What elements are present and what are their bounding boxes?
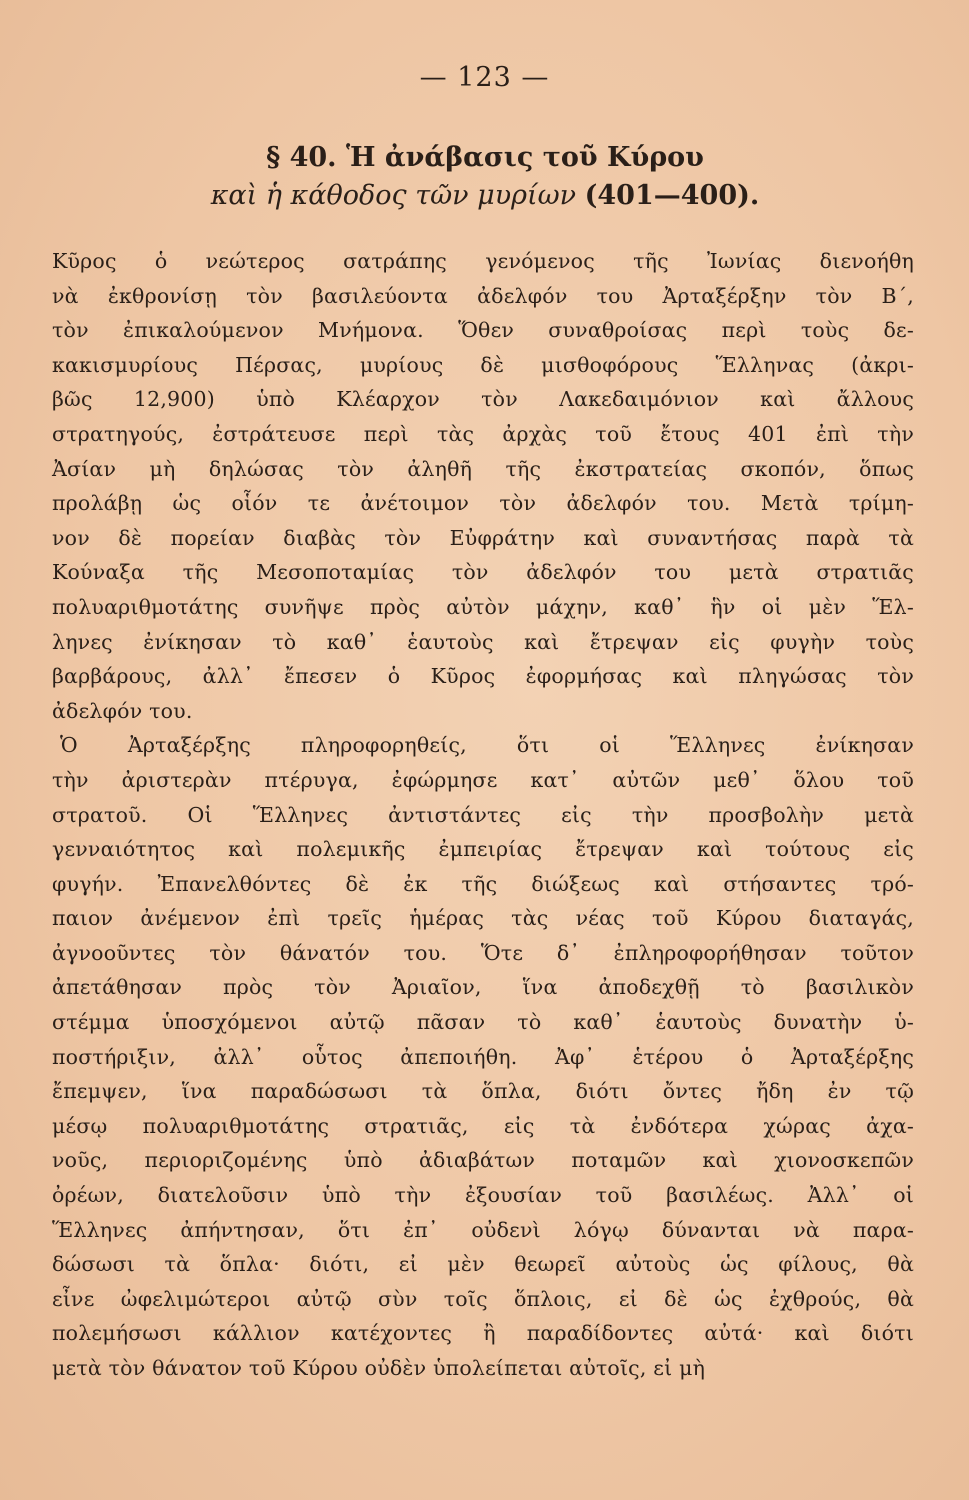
text-line: ὀρέων, διατελοῦσιν ὑπὸ τὴν ἐξουσίαν τοῦ βασιλέως. Ἀλλ᾽ οἱ	[52, 1183, 914, 1208]
text-line: βαρβάρους, ἀλλ᾽ ἔπεσεν ὁ Κῦρος ἐφορμήσας καὶ πληγώσας τὸν	[52, 664, 914, 689]
body-text	[52, 244, 914, 1386]
text-line: Κῦρος ὁ νεώτερος σατράπης γενόμενος τῆς Ἰωνίας διενοήθη	[52, 249, 914, 273]
text-line: πολυαριθμοτάτης συνῆψε πρὸς αὐτὸν μάχην, καθ᾽ ἣν οἱ μὲν Ἕλ-	[52, 594, 914, 619]
section-heading-years: (401—400).	[584, 180, 760, 211]
section-heading-line-2	[60, 180, 910, 211]
page-number: — 123 —	[419, 62, 550, 93]
text-line: ληνες ἐνίκησαν τὸ καθ᾽ ἑαυτοὺς καὶ ἔτρεψαν εἰς φυγὴν τοὺς	[52, 629, 914, 654]
text-line: τὸν ἐπικαλούμενον Μνήμονα. Ὅθεν συναθροίσας περὶ τοὺς δε-	[52, 318, 914, 343]
text-line: Ὁ Ἀρταξέρξης πληροφορηθείς, ὅτι οἱ Ἕλληνες ἐνίκησαν	[60, 733, 914, 758]
text-line: μετὰ τὸν θάνατον τοῦ Κύρου οὐδὲν ὑπολείπεται αὐτοῖς, εἰ μὴ	[52, 1356, 706, 1380]
text-line: Ἀσίαν μὴ δηλώσας τὸν ἀληθῆ τῆς ἐκστρατείας σκοπόν, ὅπως	[52, 456, 914, 481]
text-line: τὴν ἀριστερὰν πτέρυγα, ἐφώρμησε κατ᾽ αὐτῶν μεθ᾽ ὅλου τοῦ	[52, 767, 914, 792]
text-line: φυγήν. Ἐπανελθόντες δὲ ἐκ τῆς διώξεως καὶ στήσαντες τρό-	[52, 871, 914, 896]
text-line: Κούναξα τῆς Μεσοποταμίας τὸν ἀδελφόν του μετὰ στρατιᾶς	[52, 560, 914, 585]
text-line: ποστήριξιν, ἀλλ᾽ οὗτος ἀπεποιήθη. Ἀφ᾽ ἑτέρου ὁ Ἀρταξέρξης	[52, 1044, 914, 1069]
text-line: ἀγνοοῦντες τὸν θάνατόν του. Ὅτε δ᾽ ἐπληροφορήθησαν τοῦτον	[52, 940, 914, 965]
text-line: κακισμυρίους Πέρσας, μυρίους δὲ μισθοφόρους Ἕλληνας (ἀκρι-	[52, 352, 914, 377]
text-line: βῶς 12,900) ὑπὸ Κλέαρχον τὸν Λακεδαιμόνιον καὶ ἄλλους	[52, 387, 914, 412]
text-line: στρατηγούς, ἐστράτευσε περὶ τὰς ἀρχὰς τοῦ ἔτους 401 ἐπὶ τὴν	[52, 421, 914, 446]
text-line: γενναιότητος καὶ πολεμικῆς ἐμπειρίας ἔτρεψαν καὶ τούτους εἰς	[52, 837, 914, 862]
text-line: στρατοῦ. Οἱ Ἕλληνες ἀντιστάντες εἰς τὴν προσβολὴν μετὰ	[52, 802, 914, 827]
text-line: παιον ἀνέμενον ἐπὶ τρεῖς ἡμέρας τὰς νέας τοῦ Κύρου διαταγάς,	[52, 906, 914, 931]
text-line: δώσωσι τὰ ὅπλα· διότι, εἰ μὲν θεωρεῖ αὐτοὺς ὡς φίλους, θὰ	[52, 1252, 914, 1277]
text-line: νον δὲ πορείαν διαβὰς τὸν Εὐφράτην καὶ συναντήσας παρὰ τὰ	[52, 525, 914, 550]
section-heading-line-1: § 40. Ἡ ἀνάβασις τοῦ Κύρου	[266, 142, 704, 173]
text-line: ἀδελφόν του.	[52, 698, 193, 723]
text-line: εἶνε ὠφελιμώτεροι αὐτῷ σὺν τοῖς ὅπλοις, εἰ δὲ ὡς ἐχθρούς, θὰ	[52, 1286, 914, 1311]
text-line: Ἕλληνες ἀπήντησαν, ὅτι ἐπ᾽ οὐδενὶ λόγῳ δύνανται νὰ παρα-	[52, 1217, 914, 1242]
text-line: προλάβῃ ὡς οἷόν τε ἀνέτοιμον τὸν ἀδελφόν του. Μετὰ τρίμη-	[52, 491, 914, 516]
section-heading-subtitle: καὶ ἡ κάθοδος τῶν μυρίων	[210, 180, 577, 211]
text-line: στέμμα ὑποσχόμενοι αὐτῷ πᾶσαν τὸ καθ᾽ ἑαυτοὺς δυνατὴν ὑ-	[52, 1010, 914, 1035]
text-line: ἔπεμψεν, ἵνα παραδώσωσι τὰ ὅπλα, διότι ὄντες ἤδη ἐν τῷ	[52, 1079, 914, 1104]
text-line: ἀπετάθησαν πρὸς τὸν Ἀριαῖον, ἵνα ἀποδεχθῇ τὸ βασιλικὸν	[52, 975, 914, 1000]
text-line: νὰ ἐκθρονίσῃ τὸν βασιλεύοντα ἀδελφόν του Ἀρταξέρξην τὸν Β΄,	[52, 283, 914, 308]
text-line: νοῦς, περιοριζομένης ὑπὸ ἀδιαβάτων ποταμῶν καὶ χιονοσκεπῶν	[52, 1148, 914, 1173]
text-line: πολεμήσωσι κάλλιον κατέχοντες ἢ παραδίδοντες αὐτά· καὶ διότι	[52, 1321, 914, 1346]
text-line: μέσῳ πολυαριθμοτάτης στρατιᾶς, εἰς τὰ ἐνδότερα χώρας ἀχα-	[52, 1113, 914, 1138]
